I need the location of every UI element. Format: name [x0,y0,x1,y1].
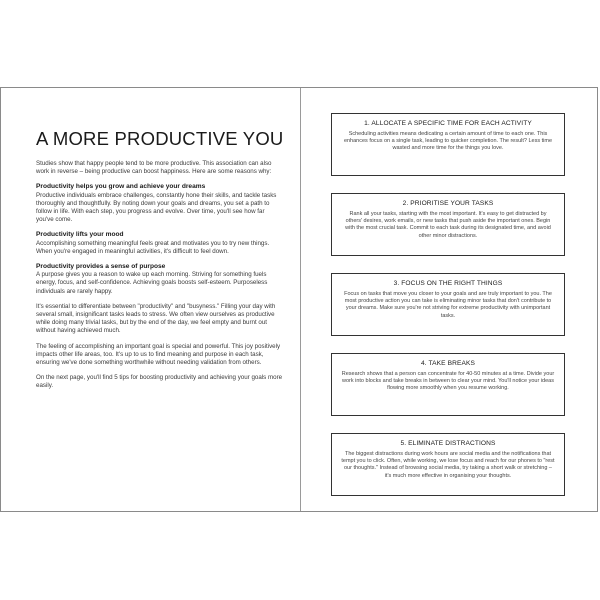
section-heading-grow: Productivity helps you grow and achieve your dreams [36,183,206,191]
tip-title: 3. FOCUS ON THE RIGHT THINGS [393,280,503,287]
tip-body: The biggest distractions during work hours are social media and the notifications that tempt you to click. Often, while working, we lose focus and reach for our phones to "rest our thoughts." Instead of browsing social media, try taking a short walk or stretching – it's much more effective in organising your thoughts. [341,451,555,479]
page-title: A MORE PRODUCTIVE YOU [36,128,284,149]
accomplishment-paragraph: The feeling of accomplishing an important goal is special and powerful. This joy positively impacts other life areas, too. It's up to us to find meaning and purpose in each task, ensuring we've done something worthwhile without needing validation from others. [36,342,281,367]
section-body-purpose: A purpose gives you a reason to wake up each morning. Striving for something fuels energy, focus, and self-confidence. Achieving goals boosts self-esteem. Purposeless individuals are rarely happy. [36,271,268,295]
tip-body: Research shows that a person can concentrate for 40-50 minutes at a time. Divide your work into blocks and take breaks in between to clear your mind. You'll notice your ideas flowing more smoothly when you resume working. [341,371,555,392]
next-page-paragraph: On the next page, you'll find 5 tips for boosting productivity and achieving your goals more easily. [36,374,283,390]
tip-box-5 [331,433,565,496]
tip-title: 5. ELIMINATE DISTRACTIONS [400,440,496,447]
tip-title: 1. ALLOCATE A SPECIFIC TIME FOR EACH ACTIVITY [364,120,532,127]
section-heading-mood: Productivity lifts your mood [36,231,124,239]
tip-box-4 [331,353,565,416]
tip-body: Focus on tasks that move you closer to your goals and are truly important to you. The most productive action you can take is eliminating minor tasks that don't contribute to your dreams. Make sure you're not striving for extreme productivity with unimportant tasks. [344,291,552,319]
tip-body: Scheduling activities means dedicating a certain amount of time to each one. This enhances focus on a single task, leading to quicker completion. The result? Less time wasted and more time for the things you love. [343,131,553,152]
book-spread [0,87,598,512]
tip-title: 4. TAKE BREAKS [421,360,475,367]
tip-box-3 [331,273,565,336]
right-page [331,113,565,513]
page-gutter [300,88,301,511]
left-page [36,128,283,398]
tip-title: 2. PRIORITISE YOUR TASKS [402,200,494,207]
tip-body: Rank all your tasks, starting with the most important. It's easy to get distracted by others' desires, work emails, or new tasks that push aside the important ones. Begin with the most crucial task. Commit to each task during its designated time, and avoid other minor distractions. [345,211,551,239]
intro-paragraph: Studies show that happy people tend to be more productive. This association can also work in reverse – being productive can boost happiness. Here are some reasons why: [36,160,272,176]
busyness-paragraph: It's essential to differentiate between "productivity" and "busyness." Filling your day with several small, insignificant tasks leads to stress. We often view ourselves as productive while doing many trivial tasks, but by the end of the day, we feel empty and burnt out without having achieved much. [36,302,276,335]
tip-box-2 [331,193,565,256]
section-body-grow: Productive individuals embrace challenges, constantly hone their skills, and tackle tasks thoroughly and thoughtfully. By noting down your goals and dreams, you set a path to follow in life. With each step, you progress and evolve. Over time, you'll see how far you've come. [36,191,277,224]
tip-box-1 [331,113,565,176]
section-body-mood: Accomplishing something meaningful feels great and motivates you to try new things. When you're engaged in meaningful activities, it's difficult to feel down. [36,239,270,255]
section-heading-purpose: Productivity provides a sense of purpose [36,263,166,271]
